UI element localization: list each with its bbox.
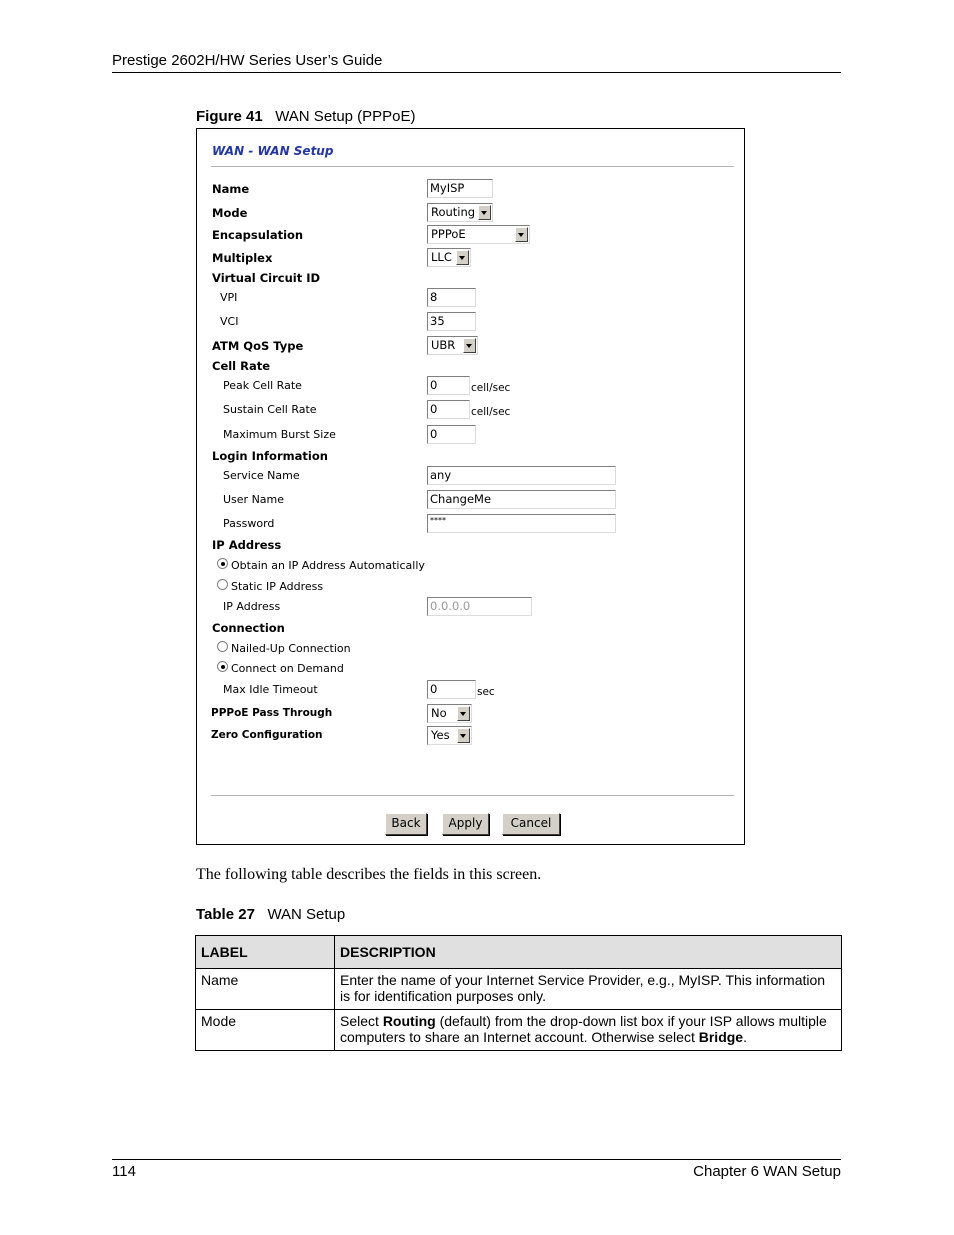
- figure-number: Figure 41: [196, 108, 263, 125]
- encapsulation-select[interactable]: [427, 225, 530, 244]
- connect-on-demand-radio[interactable]: [217, 661, 228, 672]
- table-cell-label: Mode: [196, 1010, 335, 1051]
- table-title: WAN Setup: [267, 906, 346, 923]
- apply-button[interactable]: Apply: [442, 813, 489, 835]
- multiplex-label: Multiplex: [212, 251, 273, 265]
- max-idle-unit: sec: [477, 686, 495, 698]
- password-label: Password: [223, 517, 275, 530]
- peak-cell-rate-label: Peak Cell Rate: [223, 379, 302, 392]
- zero-config-label: Zero Configuration: [211, 729, 323, 741]
- zero-config-select[interactable]: [427, 726, 472, 745]
- chevron-down-icon: [456, 250, 469, 265]
- table-cell-label: Name: [196, 969, 335, 1010]
- desc-keyword-routing: Routing: [382, 1013, 436, 1029]
- virtual-circuit-label: Virtual Circuit ID: [212, 271, 321, 285]
- desc-text: Select: [340, 1013, 383, 1029]
- atm-qos-value: UBR: [431, 338, 456, 352]
- vpi-label: VPI: [220, 291, 238, 304]
- header-rule: [112, 72, 841, 73]
- wan-setup-table: [195, 935, 842, 1051]
- table-header-row: [196, 936, 842, 969]
- encapsulation-value: PPPoE: [431, 227, 466, 241]
- atm-qos-select[interactable]: [427, 336, 478, 355]
- figure-caption: [196, 108, 416, 125]
- page-number: 114: [112, 1163, 136, 1180]
- ip-address-input[interactable]: 0.0.0.0: [427, 597, 532, 616]
- max-burst-label: Maximum Burst Size: [223, 428, 336, 441]
- vpi-input[interactable]: 8: [427, 288, 476, 307]
- max-idle-input[interactable]: 0: [427, 680, 476, 699]
- connect-on-demand-label: Connect on Demand: [231, 662, 344, 675]
- name-label: Name: [212, 182, 250, 196]
- sustain-cell-rate-unit: cell/sec: [471, 406, 511, 418]
- pppoe-pass-value: No: [431, 706, 447, 720]
- pppoe-pass-select[interactable]: [427, 704, 472, 723]
- service-name-label: Service Name: [223, 469, 300, 482]
- static-ip-label: Static IP Address: [231, 580, 324, 593]
- desc-keyword-bridge: Bridge: [698, 1029, 744, 1045]
- zero-config-value: Yes: [431, 728, 450, 742]
- sustain-cell-rate-label: Sustain Cell Rate: [223, 403, 317, 416]
- user-name-label: User Name: [223, 493, 285, 506]
- running-header: Prestige 2602H/HW Series User’s Guide: [112, 52, 383, 69]
- screen-top-rule: [211, 166, 734, 168]
- max-idle-label: Max Idle Timeout: [223, 683, 318, 696]
- table-cell-description: [335, 1010, 842, 1051]
- desc-text: .: [743, 1029, 747, 1045]
- encapsulation-label: Encapsulation: [212, 228, 304, 242]
- table-header-description: DESCRIPTION: [335, 936, 842, 969]
- obtain-ip-auto-radio[interactable]: [217, 558, 228, 569]
- desc-text: (default) from the drop-down list box if your ISP allows multiple computers to share an Internet account. Otherwise select: [340, 1013, 827, 1045]
- figure-title: WAN Setup (PPPoE): [275, 108, 416, 125]
- pppoe-pass-label: PPPoE Pass Through: [211, 707, 333, 719]
- chevron-down-icon: [457, 728, 470, 743]
- user-name-input[interactable]: ChangeMe: [427, 490, 616, 509]
- chevron-down-icon: [463, 338, 476, 353]
- ip-address-field-label: IP Address: [223, 600, 281, 613]
- static-ip-radio[interactable]: [217, 579, 228, 590]
- table-cell-description: Enter the name of your Internet Service Provider, e.g., MyISP. This information is for identification purposes only.: [335, 969, 842, 1010]
- nailed-up-radio[interactable]: [217, 641, 228, 652]
- peak-cell-rate-input[interactable]: 0: [427, 376, 470, 395]
- chevron-down-icon: [478, 205, 491, 220]
- cancel-button[interactable]: Cancel: [502, 813, 560, 835]
- mode-value: Routing: [431, 205, 476, 219]
- screen-bottom-rule: [211, 795, 734, 797]
- peak-cell-rate-unit: cell/sec: [471, 382, 511, 394]
- cell-rate-label: Cell Rate: [212, 359, 271, 373]
- vci-label: VCI: [220, 315, 239, 328]
- connection-label: Connection: [212, 621, 285, 635]
- table-number: Table 27: [196, 906, 255, 923]
- login-info-label: Login Information: [212, 449, 328, 463]
- chapter-title: Chapter 6 WAN Setup: [693, 1163, 841, 1180]
- mode-select[interactable]: [427, 203, 493, 222]
- vci-input[interactable]: 35: [427, 312, 476, 331]
- multiplex-select[interactable]: [427, 248, 471, 267]
- password-input[interactable]: ****: [427, 514, 616, 533]
- chevron-down-icon: [515, 227, 528, 242]
- nailed-up-label: Nailed-Up Connection: [231, 642, 351, 655]
- chevron-down-icon: [457, 706, 470, 721]
- obtain-ip-auto-label: Obtain an IP Address Automatically: [231, 559, 425, 572]
- table-caption: [196, 906, 345, 923]
- table-row: [196, 1010, 842, 1051]
- table-header-label: LABEL: [196, 936, 335, 969]
- screen-title: WAN - WAN Setup: [212, 144, 334, 158]
- sustain-cell-rate-input[interactable]: 0: [427, 400, 470, 419]
- service-name-input[interactable]: any: [427, 466, 616, 485]
- table-row: [196, 969, 842, 1010]
- body-paragraph: The following table describes the fields in this screen.: [196, 866, 542, 883]
- max-burst-input[interactable]: 0: [427, 425, 476, 444]
- ip-address-label: IP Address: [212, 538, 282, 552]
- name-input[interactable]: MyISP: [427, 179, 493, 198]
- mode-label: Mode: [212, 206, 248, 220]
- multiplex-value: LLC: [431, 250, 452, 264]
- atm-qos-label: ATM QoS Type: [212, 339, 304, 353]
- footer-rule: [112, 1159, 841, 1160]
- back-button[interactable]: Back: [385, 813, 427, 835]
